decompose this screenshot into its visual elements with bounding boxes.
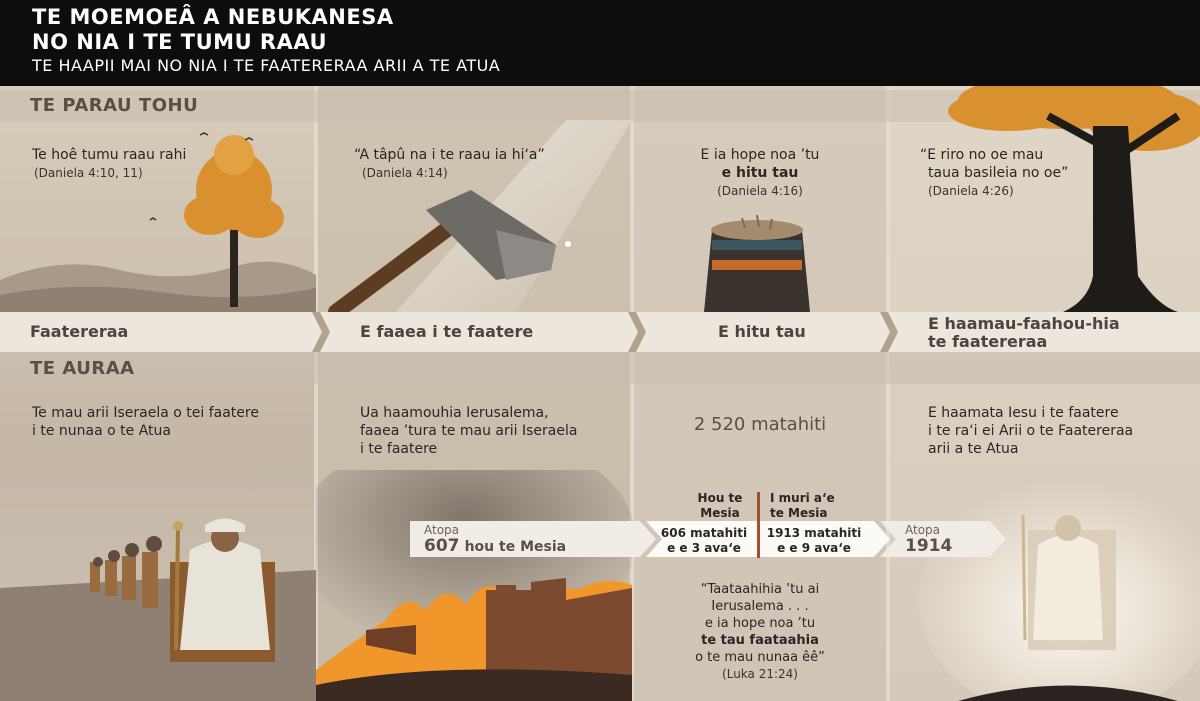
section-heading-fulfillment: TE AURAA	[30, 358, 135, 379]
caption-seven-times	[632, 146, 888, 200]
heading-text: te Mesia	[770, 506, 828, 520]
caption-cut-tree	[354, 146, 545, 182]
quote-text: o te mau nunaa êê”	[695, 650, 825, 665]
step-rulership: Faatereraa	[30, 322, 129, 341]
quote-text: e ia hope noa ’tu	[704, 616, 816, 631]
scripture-reference: (Daniela 4:10, 11)	[34, 166, 143, 180]
page-title-line1: TE MOEMOEÂ A NEBUKANESA	[32, 5, 394, 29]
chevron-right-icon	[880, 312, 898, 352]
heading-text: I muri a‘e	[770, 491, 835, 505]
caption-text: “E riro no oe mau	[920, 147, 1044, 163]
caption-jerusalem-destroyed	[360, 404, 577, 458]
page-header	[0, 0, 1200, 86]
fulfillment-strip	[0, 352, 1200, 384]
start-era: hou te Mesia	[464, 539, 567, 555]
caption-text: i te ra‘i ei Arii o te Faatereraa	[928, 423, 1134, 439]
start-year: 607	[424, 536, 460, 556]
timeline-start	[424, 536, 566, 556]
scripture-reference: (Daniela 4:14)	[362, 166, 448, 180]
scripture-reference: (Daniela 4:16)	[717, 184, 803, 198]
heading-text: Mesia	[700, 506, 740, 520]
step-text: te faatereraa	[928, 332, 1048, 351]
caption-text: arii a te Atua	[928, 441, 1019, 457]
caption-text-bold: e hitu tau	[721, 165, 799, 181]
caption-text: taua basileia no oe”	[928, 165, 1069, 181]
caption-big-tree	[32, 146, 186, 182]
caption-text: Ua haamouhia Ierusalema,	[360, 405, 549, 421]
caption-text: i te faatere	[360, 441, 438, 457]
caption-text: “A tâpû na i te raau ia hi‘a”	[354, 147, 545, 163]
heading-text: Hou te	[697, 491, 743, 505]
before-christ-duration	[656, 526, 752, 556]
caption-text: E haamata Iesu i te faatere	[928, 405, 1119, 421]
step-text: E haamau-faahou-hia	[928, 314, 1120, 333]
chevron-right-icon	[628, 312, 646, 352]
scripture-reference: (Daniela 4:26)	[928, 184, 1014, 198]
duration-text: e e 9 ava‘e	[777, 541, 851, 555]
scripture-reference: (Luka 21:24)	[722, 667, 798, 681]
step-seven-times: E hitu tau	[718, 322, 806, 341]
caption-jesus-rules	[928, 404, 1133, 458]
page-title-line2: NO NIA I TE TUMU RAAU	[32, 30, 328, 54]
page-subtitle: TE HAAPII MAI NO NIA I TE FAATERERAA ARII A TE ATUA	[32, 56, 501, 75]
duration-text: e e 3 ava‘e	[667, 541, 741, 555]
after-christ-heading	[770, 491, 846, 521]
caption-text: faaea ’tura te mau arii Iseraela	[360, 423, 578, 439]
timeline-start-label: Atopa	[424, 523, 460, 537]
step-restored	[928, 315, 1120, 351]
step-stopped: E faaea i te faatere	[360, 322, 534, 341]
caption-text: i te nunaa o te Atua	[32, 423, 171, 439]
caption-israel-kings	[32, 404, 259, 440]
after-christ-duration	[764, 526, 864, 556]
duration-text: 1913 matahiti	[766, 526, 862, 540]
duration-text: 606 matahiti	[660, 526, 748, 540]
caption-text: Te mau arii Iseraela o tei faatere	[32, 405, 259, 421]
era-divider	[757, 492, 760, 558]
caption-kingdom-restored	[920, 146, 1068, 200]
caption-text: E ia hope noa ’tu	[700, 147, 820, 163]
timeline-end-year: 1914	[905, 536, 953, 556]
before-christ-heading	[690, 491, 750, 521]
years-2520: 2 520 matahiti	[693, 414, 827, 435]
luke-quote	[632, 581, 888, 683]
kings-illustration	[0, 500, 316, 701]
section-heading-prophecy: TE PARAU TOHU	[30, 95, 199, 116]
quote-text: “Taataahihia ’tu ai	[700, 582, 820, 597]
caption-text: Te hoê tumu raau rahi	[32, 147, 187, 163]
chevron-right-icon	[312, 312, 330, 352]
quote-text-bold: te tau faataahia	[701, 633, 819, 648]
stump-icon	[632, 210, 888, 312]
enthroned-king-illustration	[888, 470, 1200, 701]
burning-city-illustration	[316, 470, 632, 701]
timeline-end-label: Atopa	[905, 523, 941, 537]
quote-text: Ierusalema . . .	[711, 599, 809, 614]
